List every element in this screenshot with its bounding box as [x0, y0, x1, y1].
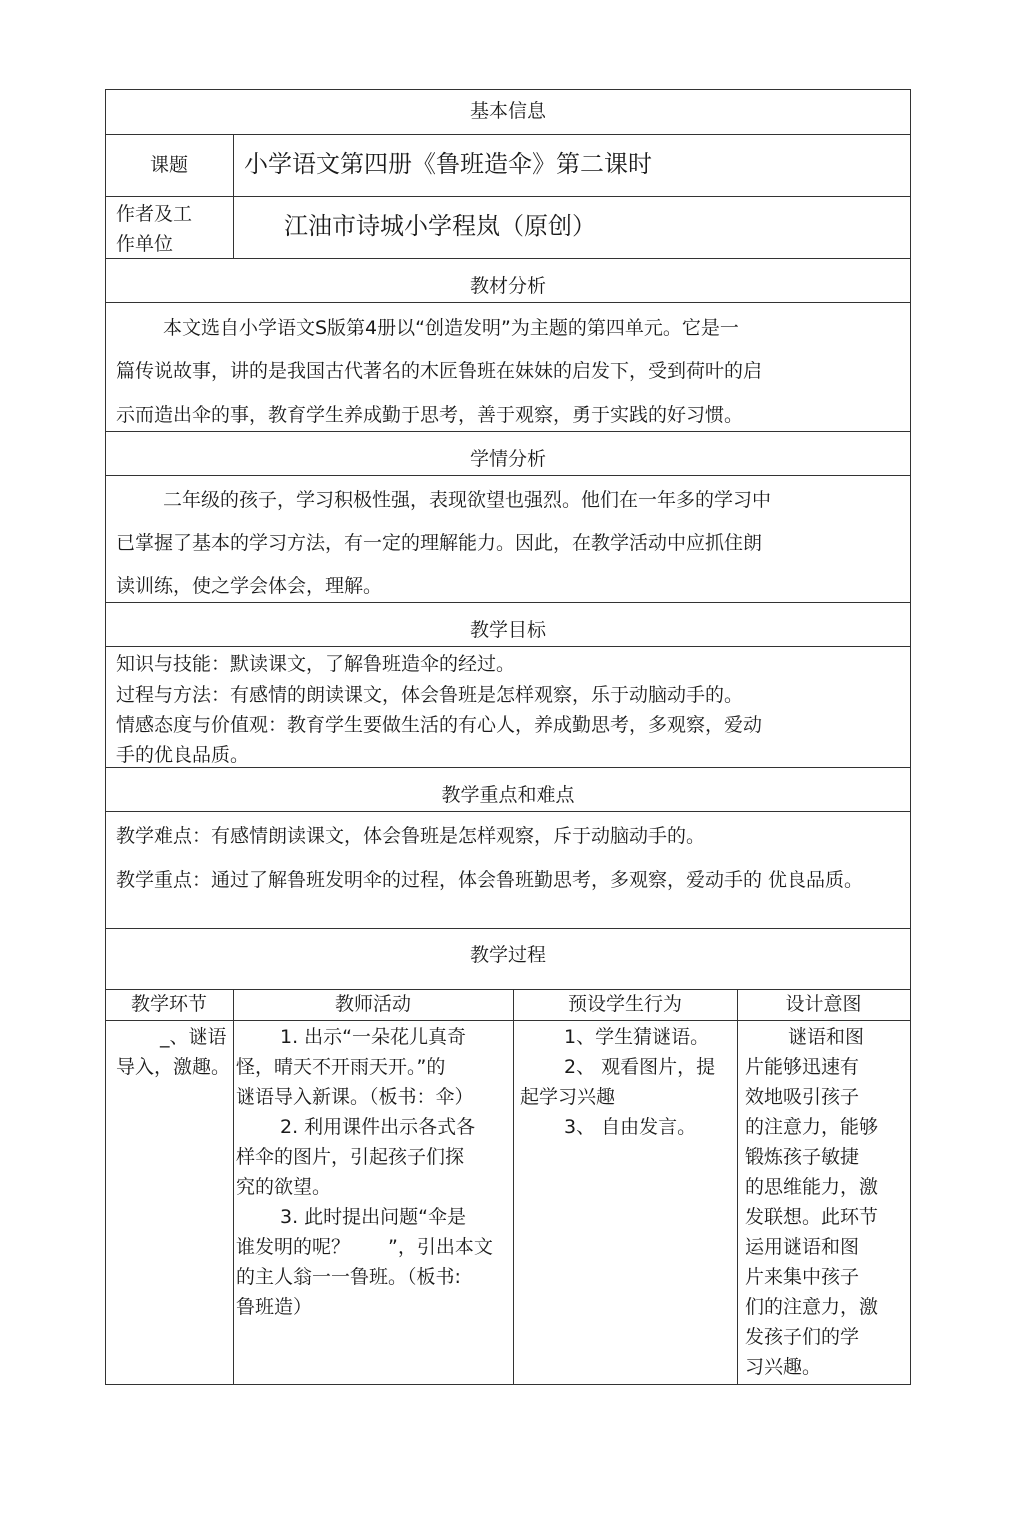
key-points-header: 教学重点和难点 [441, 784, 575, 806]
goal-line: 过程与方法：有感情的朗读课文，体会鲁班是怎样观察，乐于动脑动手的。 [116, 684, 744, 706]
design-intent-line: 效地吸引孩子 [745, 1086, 860, 1108]
design-intent-line: 锻炼孩子敏捷 [745, 1146, 860, 1168]
design-intent-line: 运用谜语和图 [745, 1236, 860, 1258]
student-behavior-line: 1、学生猜谜语。 [564, 1026, 710, 1048]
design-intent-line: 们的注意力，激 [745, 1296, 879, 1318]
goal-line: 知识与技能：默读课文，了解鲁班造伞的经过。 [116, 653, 516, 675]
author-label-line2: 作单位 [116, 233, 174, 255]
topic-label: 课题 [149, 154, 188, 176]
teacher-activity-line: 怪，晴天不开雨天开。”的 [236, 1056, 446, 1078]
teacher-activity-line: 2. 利用课件出示各式各 [280, 1116, 476, 1138]
goal-line: 手的优良品质。 [116, 744, 250, 766]
student-behavior-line: 2、 观看图片，提 [564, 1056, 716, 1078]
divider [105, 767, 911, 768]
divider [105, 258, 911, 259]
basic-info-header: 基本信息 [469, 100, 546, 122]
divider [105, 475, 911, 476]
divider [105, 134, 911, 135]
student-behavior-line: 起学习兴趣 [520, 1086, 616, 1108]
process-column-divider [737, 989, 738, 1384]
paragraph-line: 已掌握了基本的学习方法，有一定的理解能力。因此，在教学活动中应抓住朗 [116, 532, 763, 554]
paragraph-line: 读训练，使之学会体会，理解。 [116, 575, 383, 597]
focus-line: 教学重点：通过了解鲁班发明伞的过程，体会鲁班勤思考，多观察，爱动手的 优良品质。 [116, 869, 864, 891]
divider [105, 431, 911, 432]
column-header-teacher: 教师活动 [334, 993, 411, 1015]
paragraph-line: 篇传说故事，讲的是我国古代著名的木匠鲁班在妹妹的启发下，受到荷叶的启 [116, 360, 763, 382]
divider [105, 602, 911, 603]
goal-line: 情感态度与价值观：教育学生要做生活的有心人，养成勤思考，多观察，爱动 [116, 714, 763, 736]
column-header-student: 预设学生行为 [567, 993, 682, 1015]
teacher-activity-line: 鲁班造） [236, 1296, 313, 1318]
divider [105, 646, 911, 647]
design-intent-line: 谜语和图 [788, 1026, 865, 1048]
process-header: 教学过程 [469, 944, 546, 966]
material-analysis-header: 教材分析 [469, 275, 546, 297]
goals-header: 教学目标 [469, 619, 546, 641]
paragraph-line: 示而造出伞的事，教育学生养成勤于思考，善于观察，勇于实践的好习惯。 [116, 404, 744, 426]
design-intent-line: 的注意力，能够 [745, 1116, 879, 1138]
divider [105, 989, 911, 990]
process-column-divider [233, 989, 234, 1384]
teacher-activity-line: 的主人翁一一鲁班。（板书: [236, 1266, 461, 1288]
design-intent-line: 发孩子们的学 [745, 1326, 860, 1348]
stage-line: 导入，激趣。 [116, 1056, 231, 1078]
divider [105, 302, 911, 303]
design-intent-line: 的思维能力，激 [745, 1176, 879, 1198]
column-header-intent: 设计意图 [785, 993, 862, 1015]
column-header-stage: 教学环节 [130, 993, 207, 1015]
difficulty-line: 教学难点：有感情朗读课文，体会鲁班是怎样观察，斥于动脑动手的。 [116, 825, 706, 847]
student-behavior-line: 3、 自由发言。 [564, 1116, 697, 1138]
design-intent-line: 片能够迅速有 [745, 1056, 860, 1078]
paragraph-line: 二年级的孩子，学习积极性强，表现欲望也强烈。他们在一年多的学习中 [163, 489, 772, 511]
process-column-divider [513, 989, 514, 1384]
paragraph-line: 本文选自小学语文S版第4册以“创造发明”为主题的第四单元。它是一 [163, 317, 739, 339]
design-intent-line: 片来集中孩子 [745, 1266, 860, 1288]
table-border-bottom [105, 1384, 911, 1385]
teacher-activity-line: 样伞的图片，引起孩子们探 [236, 1146, 465, 1168]
student-analysis-header: 学情分析 [469, 448, 546, 470]
teacher-activity-line: 谜语导入新课。（板书：伞） [236, 1086, 474, 1108]
stage-line: _、谜语 [160, 1026, 227, 1048]
teacher-activity-line: 谁发明的呢？ ”，引出本文 [236, 1236, 493, 1258]
divider [105, 1020, 911, 1021]
divider [105, 928, 911, 929]
design-intent-line: 习兴趣。 [745, 1356, 822, 1378]
author-value: 江油市诗城小学程岚（原创） [284, 212, 596, 240]
divider [105, 811, 911, 812]
table-border-top [105, 89, 911, 90]
teacher-activity-line: 1. 出示“一朵花儿真奇 [280, 1026, 467, 1048]
design-intent-line: 发联想。此环节 [745, 1206, 879, 1228]
topic-value: 小学语文第四册《鲁班造伞》第二课时 [244, 150, 652, 178]
label-column-divider [233, 134, 234, 258]
teacher-activity-line: 3. 此时提出问题“伞是 [280, 1206, 467, 1228]
teacher-activity-line: 究的欲望。 [236, 1176, 332, 1198]
divider [105, 196, 911, 197]
author-label-line1: 作者及工 [116, 203, 193, 225]
